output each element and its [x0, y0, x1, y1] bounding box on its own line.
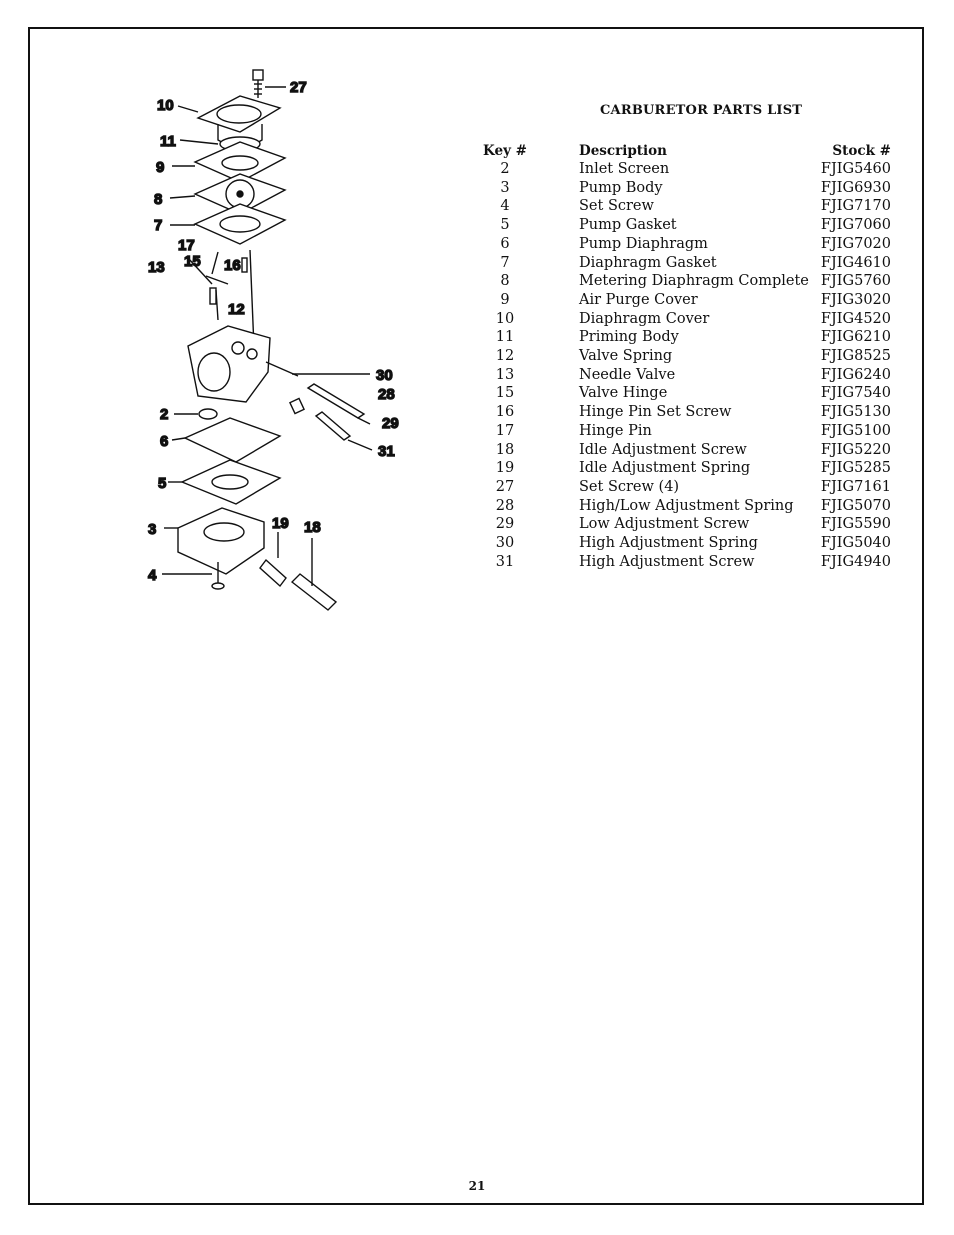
description-cell: Metering Diaphragm Complete — [579, 273, 809, 290]
table-row — [483, 328, 891, 347]
callout-18: 18 — [304, 519, 321, 536]
stock-cell: FJIG5220 — [820, 441, 891, 458]
table-row — [483, 478, 891, 497]
callout-11: 11 — [160, 133, 176, 150]
table-row — [483, 235, 891, 254]
table-row — [483, 347, 891, 366]
callout-30: 30 — [376, 367, 393, 384]
description-cell: Inlet Screen — [579, 161, 670, 177]
description-cell: Pump Gasket — [579, 217, 677, 234]
key-cell: 15 — [495, 385, 515, 402]
callout-9: 9 — [156, 159, 165, 176]
stock-cell: FJIG7060 — [820, 217, 891, 234]
stock-cell: FJIG7540 — [820, 385, 891, 402]
table-row — [483, 553, 891, 572]
header-description: Description — [579, 142, 667, 159]
header-stock: Stock # — [832, 142, 891, 159]
key-cell: 30 — [495, 535, 515, 552]
callout-4: 4 — [148, 567, 157, 584]
table-header-row — [483, 141, 891, 160]
pump-body-part — [164, 508, 264, 574]
key-cell: 3 — [500, 179, 510, 196]
callout-5: 5 — [158, 475, 167, 492]
description-cell: Air Purge Cover — [579, 291, 698, 308]
stock-cell: FJIG8525 — [820, 348, 891, 365]
key-cell: 18 — [495, 441, 515, 458]
description-cell: High Adjustment Spring — [579, 535, 758, 552]
table-row — [483, 216, 891, 235]
callout-3: 3 — [148, 521, 157, 538]
key-cell: 16 — [495, 404, 515, 421]
table-row — [483, 291, 891, 310]
description-cell: Priming Body — [579, 329, 679, 346]
stock-cell: FJIG4940 — [820, 553, 891, 570]
description-cell: Diaphragm Cover — [579, 310, 710, 327]
key-cell: 28 — [495, 497, 515, 514]
callout-2: 2 — [160, 406, 169, 423]
table-row — [483, 384, 891, 403]
carburetor-body-part — [188, 326, 298, 402]
table-row — [483, 441, 891, 460]
key-cell: 29 — [495, 516, 515, 533]
description-cell: Valve Spring — [579, 348, 673, 365]
key-cell: 9 — [500, 291, 510, 308]
key-cell: 31 — [495, 553, 515, 570]
key-cell: 10 — [495, 310, 515, 327]
stock-cell: FJIG4610 — [820, 254, 891, 271]
callout-15: 15 — [184, 253, 201, 270]
stock-cell: FJIG4520 — [820, 310, 891, 327]
callout-19: 19 — [272, 515, 289, 532]
description-cell: Needle Valve — [579, 366, 676, 383]
callout-16: 16 — [224, 257, 241, 274]
key-cell: 6 — [500, 235, 510, 252]
page-number: 21 — [468, 1179, 486, 1193]
stock-cell: FJIG5040 — [820, 535, 891, 552]
callout-10: 10 — [157, 97, 174, 114]
stock-cell: FJIG7020 — [820, 235, 891, 252]
header-key: Key # — [483, 142, 527, 159]
stock-cell: FJIG5760 — [820, 273, 891, 290]
stock-cell: FJIG6930 — [820, 179, 891, 196]
description-cell: High Adjustment Screw — [579, 553, 755, 570]
callout-8: 8 — [154, 191, 163, 208]
key-cell: 4 — [500, 198, 510, 215]
description-cell: Diaphragm Gasket — [579, 254, 717, 271]
pump-gasket-part — [168, 460, 280, 504]
callout-6: 6 — [160, 433, 169, 450]
description-cell: Set Screw — [579, 198, 654, 215]
stock-cell: FJIG5460 — [820, 161, 891, 177]
stock-cell: FJIG7170 — [820, 198, 891, 215]
key-cell: 5 — [500, 217, 510, 234]
callout-7: 7 — [154, 217, 163, 234]
air-purge-cover-part — [172, 142, 285, 182]
table-row — [483, 422, 891, 441]
stock-cell: FJIG6240 — [820, 366, 891, 383]
stock-cell: FJIG5070 — [820, 497, 891, 514]
table-row — [483, 272, 891, 291]
metering-diaphragm-part — [170, 174, 285, 214]
pump-diaphragm-part — [172, 418, 280, 462]
description-cell: Pump Diaphragm — [579, 235, 708, 252]
stock-cell: FJIG5130 — [820, 404, 891, 421]
table-row — [483, 515, 891, 534]
table-row — [483, 160, 891, 179]
key-cell: 27 — [495, 478, 515, 495]
key-cell: 11 — [495, 329, 515, 346]
idle-adjustment-parts — [260, 532, 336, 610]
parts-list-title: CARBURETOR PARTS LIST — [600, 103, 803, 118]
parts-table — [483, 141, 891, 571]
stock-cell: FJIG7161 — [820, 478, 891, 495]
stock-cell: FJIG5285 — [820, 460, 891, 477]
description-cell: Set Screw (4) — [579, 478, 680, 495]
description-cell: Hinge Pin Set Screw — [579, 404, 732, 421]
table-row — [483, 197, 891, 216]
key-cell: 8 — [500, 273, 510, 290]
key-cell: 2 — [500, 161, 510, 177]
table-row — [483, 497, 891, 516]
description-cell: Pump Body — [579, 179, 663, 196]
key-cell: 7 — [500, 254, 510, 271]
stock-cell: FJIG3020 — [820, 291, 891, 308]
key-cell: 19 — [495, 460, 515, 477]
adjustment-screws-part — [290, 374, 372, 450]
callout-12: 12 — [228, 301, 245, 318]
inlet-screen-part — [174, 409, 217, 419]
description-cell: Hinge Pin — [579, 422, 652, 439]
table-row — [483, 254, 891, 273]
stock-cell: FJIG5590 — [820, 516, 891, 533]
description-cell: High/Low Adjustment Spring — [579, 497, 794, 514]
description-cell: Idle Adjustment Screw — [579, 441, 747, 458]
table-row — [483, 310, 891, 329]
key-cell: 13 — [495, 366, 515, 383]
table-row — [483, 403, 891, 422]
stock-cell: FJIG5100 — [820, 422, 891, 439]
carburetor-exploded-diagram — [140, 62, 410, 622]
callout-28: 28 — [378, 386, 395, 403]
description-cell: Low Adjustment Screw — [579, 516, 750, 533]
key-cell: 17 — [495, 422, 515, 439]
table-row — [483, 459, 891, 478]
key-cell: 12 — [495, 348, 515, 365]
callout-17: 17 — [178, 237, 195, 254]
table-row — [483, 179, 891, 198]
callout-31: 31 — [378, 443, 395, 460]
callout-27: 27 — [290, 79, 307, 96]
stock-cell: FJIG6210 — [820, 329, 891, 346]
callout-13: 13 — [148, 259, 165, 276]
set-screw-part — [253, 70, 286, 98]
header-gap — [527, 141, 579, 160]
table-row — [483, 366, 891, 385]
description-cell: Valve Hinge — [579, 385, 668, 402]
table-row — [483, 534, 891, 553]
description-cell: Idle Adjustment Spring — [579, 460, 751, 477]
callout-29: 29 — [382, 415, 399, 432]
